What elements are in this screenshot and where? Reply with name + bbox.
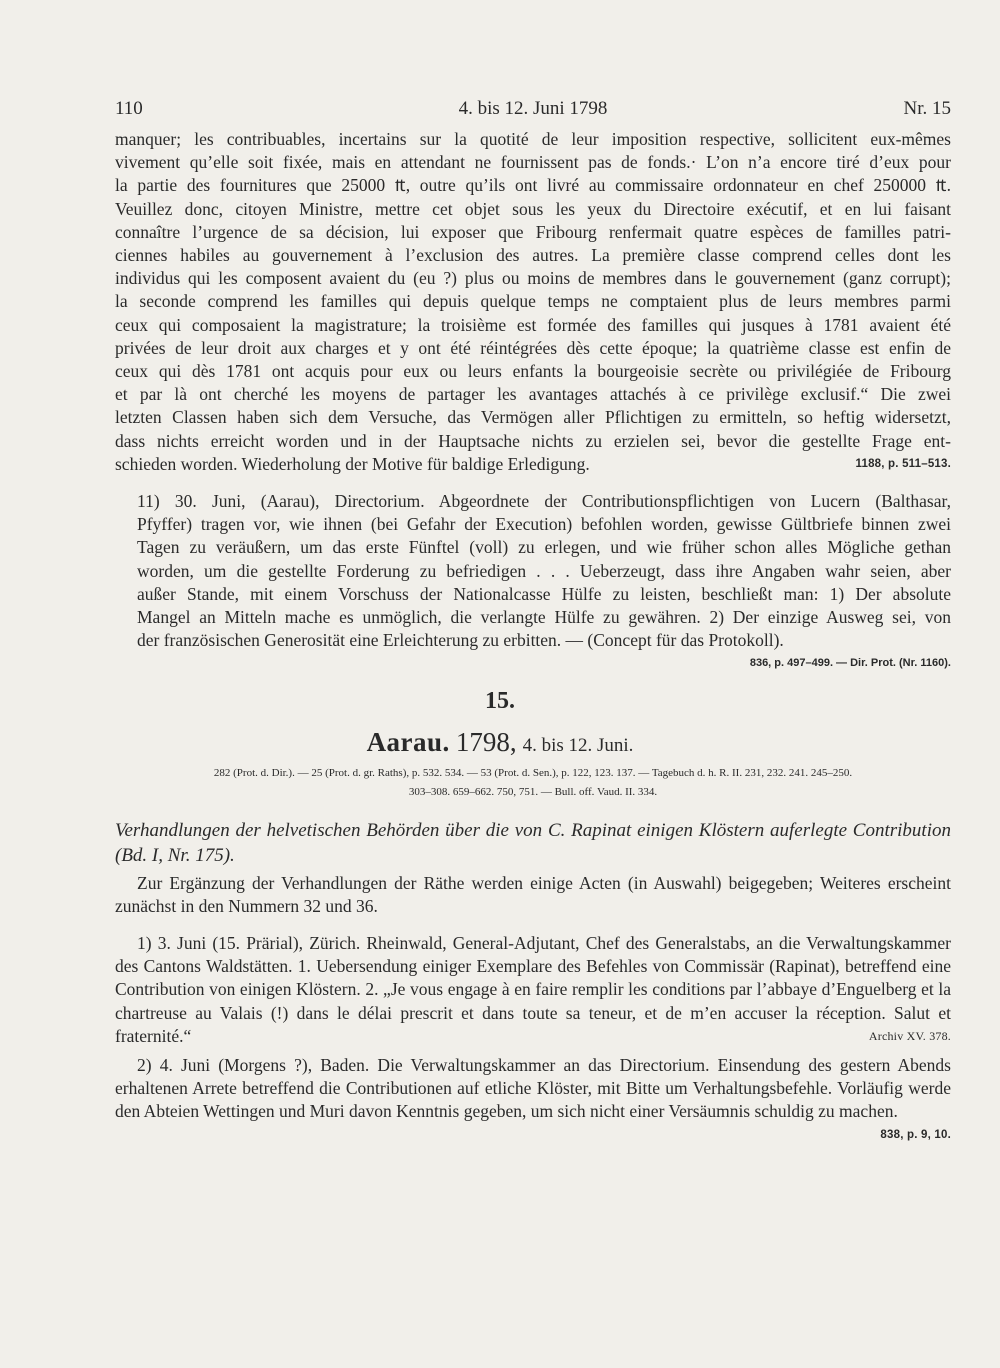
text-line: letzten Classen haben sich dem Versuche, das Vermögen aller Pflichtigen zu ermitteln, so heftig widersetzt, [115, 407, 951, 428]
text-line: Mangel an Mitteln mache es unmöglich, die verlangte Hülfe zu gewähren. 2) Der einzige Ausweg sei, von [137, 607, 951, 628]
text-line: la seconde comprend les familles qui depuis quelque temps ne comptaient plus de leurs membres parmi [115, 291, 951, 312]
section-place: Aarau. [366, 727, 450, 757]
text-line: individus qui les composent avaient du (eu ?) plus ou moins de membres dans le gouvernement (ganz corrupt); [115, 268, 951, 289]
page-number: 110 [115, 98, 143, 119]
text-line: manquer; les contribuables, incertains sur la quotité de leur imposition respective, sollicitent eux-mêmes [115, 129, 951, 149]
section-sources [115, 764, 951, 802]
paragraph-2-reference: 836, p. 497–499. — Dir. Prot. (Nr. 1160). [749, 657, 951, 670]
paragraph-4 [115, 932, 951, 1048]
text-line: worden, um die gestellte Forderung zu befriedigen . . . Ueberzeugt, dass ihre Angaben wahr seien, aber [137, 560, 951, 581]
text-line: 11) 30. Juni, (Aarau), Directorium. Abgeordnete der Contributionspflichtigen von Lucern (Balthasar, [137, 491, 951, 511]
paragraph-1 [115, 128, 951, 476]
text-line: connaître l’urgence de sa décision, lui exposer que Fribourg renfermait quatre espèces de familles patri- [115, 221, 951, 242]
text-line: außer Stande, mit einem Vorschuss der Nationalcasse Hülfe zu leisten, beschließt man: 1) Der absolute [137, 583, 951, 604]
text-line: vivement qu’elle soit fixée, mais en attendant ne fournissent pas de fonds.· L’on n’a encore tiré d’eux pour [115, 152, 951, 173]
text-line: et par là ont cherché les moyens de partager les avantages attachés à ce privilège exclusif.“ Die zwei [115, 384, 951, 405]
section-title [0, 727, 1000, 758]
text-line: der französischen Generosität eine Erleichterung zu erbitten. — (Concept für das Protokoll). [137, 630, 784, 651]
running-title: 4. bis 12. Juni 1798 [458, 98, 608, 119]
text-line: dass nichts erreicht worden und in der Hauptsache nichts zu erzielen sei, bevor die gestellte Frage ent- [115, 430, 951, 451]
paragraph-5 [115, 1054, 951, 1147]
paragraph-2-text [115, 490, 951, 652]
text-line: Pfyffer) tragen vor, wie ihnen (bei Gefahr der Execution) befohlen worden, gewisse Gültbriefe binnen zwei [137, 514, 951, 535]
section-year: 1798, [455, 727, 517, 757]
text-line: privées de leur droit aux charges et y ont été réintégrées dès cette époque; la quatrième classe est enfin de [115, 337, 951, 358]
section-dates: 4. bis 12. Juni. [522, 735, 634, 756]
text-line: Veuillez donc, citoyen Ministre, mettre cet objet sous les yeux du Directoire exécutif, et en lui faisant [115, 198, 951, 219]
section-number: 15. [485, 688, 515, 714]
text-line: Tagen zu veräußern, um das erste Fünftel (voll) zu erlegen, und wie früher schon alles Mögliche gethan [137, 537, 951, 558]
text-line: schieden worden. Wiederholung der Motive für baldige Erledigung. 1188, p. 511–513. [115, 453, 951, 476]
text-line: la partie des fournitures que 25000 ₶, outre qu’ils ont livré au commissaire ordonnateur en chef 250000 ₶. [115, 175, 951, 196]
paragraph-3 [115, 872, 951, 918]
number-label: Nr. 15 [903, 98, 951, 119]
text-line: ciennes habiles au gouvernement à l’exclusion des autres. La première classe comprend celles dont les [115, 245, 951, 266]
paragraph-5-reference: 838, p. 9, 10. [880, 1128, 951, 1141]
sources-line-2: 303–308. 659–662. 750, 751. — Bull. off. Vaud. II. 334. [408, 786, 658, 798]
paragraph-1-reference: 1188, p. 511–513. [855, 457, 951, 470]
text-line: ceux qui composaient la magistrature; la troisième est formée des familles qui jusques à 1781 avaient été [115, 314, 951, 335]
paragraph-1-text [115, 128, 951, 476]
sources-line-1: 282 (Prot. d. Dir.). — 25 (Prot. d. gr. Raths), p. 532. 534. — 53 (Prot. d. Sen.), p. 122, 123. 137. — Tagebuch d. h. R. II. 231, 232. 241. 245–250. [213, 767, 853, 779]
text-line: ceux qui dès 1781 ont acquis pour eux ou leurs enfants la bourgeoisie secrète ou privilégiée de Fribourg [115, 361, 951, 382]
paragraph-2 [115, 490, 951, 676]
paragraph-5-text: 2) 4. Juni (Morgens ?), Baden. Die Verwaltungskammer an das Directorium. Einsendung des gestern Abends erhaltenen Arrete betreffend die Contributionen auf etliche Klöster, mit Bitte um Verhaltungsbefehle. Vorläufig werde den Abteien Wettingen und Muri davon Kenntnis gegeben, um sich nicht einer Versäumnis schuldig zu machen. 838, p. 9, 10. [115, 1054, 951, 1124]
paragraph-3-text: Zur Ergänzung der Verhandlungen der Räthe werden einige Acten (in Auswahl) beigegeben; Weiteres erscheint zunächst in den Nummern 32 und 36. [115, 873, 951, 917]
section-subtitle: Verhandlungen der helvetischen Behörden über die von C. Rapinat einigen Klöstern auferlegte Contribution (Bd. I, Nr. 175). [115, 820, 951, 866]
paragraph-4-reference: Archiv XV. 378. [868, 1028, 951, 1043]
paragraph-4-text: 1) 3. Juni (15. Prärial), Zürich. Rheinwald, General-Adjutant, Chef des Generalstabs, an die Verwaltungskammer des Cantons Waldstätten. 1. Uebersendung einiger Exemplare des Befehles von Commissär (Rapinat), betreffend eine Contribution von einigen Klöstern. 2. „Je vous engage à en faire remplir les conditions par l’abbaye d’Enguelberg et la chartreuse au Valais (!) dans le délai prescrit et dans toute sa teneur, et de m’en accuser la réception. Salut et fraternité.“ Archiv XV. 378. [115, 932, 951, 1048]
